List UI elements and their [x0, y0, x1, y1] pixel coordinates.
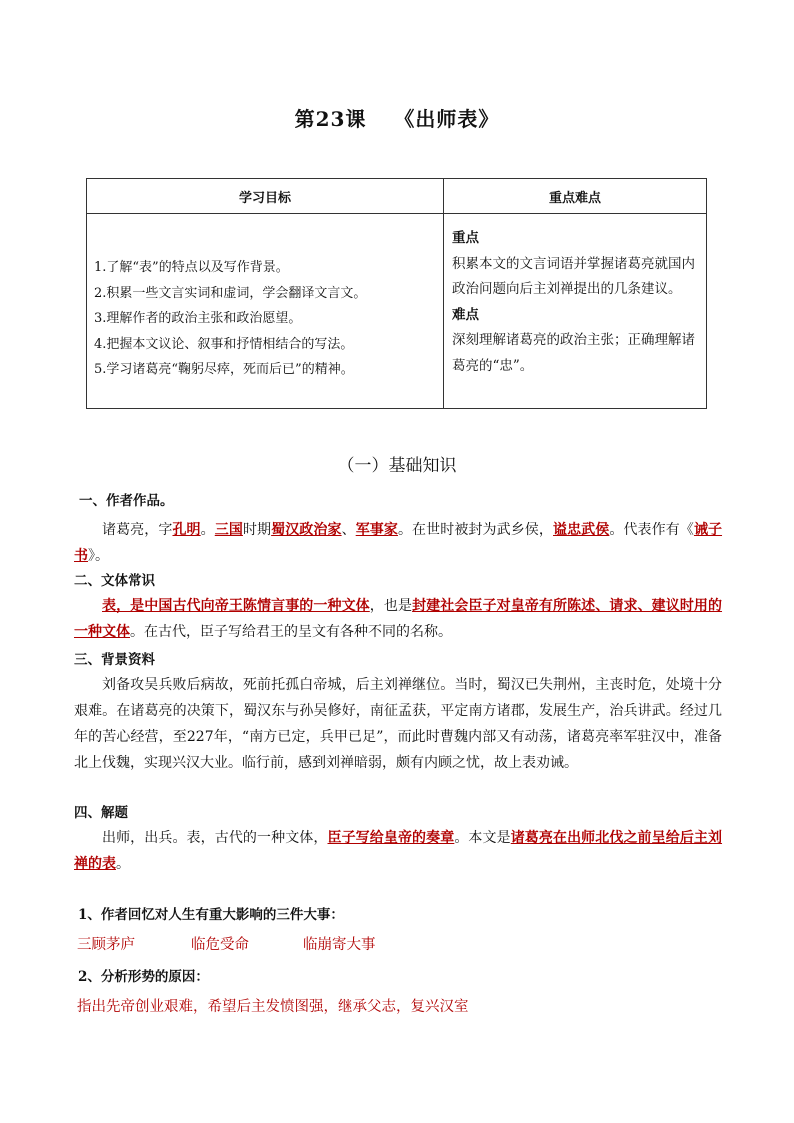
answer-1: 三顾茅庐	[77, 937, 135, 953]
header-key-points: 重点难点	[444, 179, 707, 214]
objective-item: 4.把握本文议论、叙事和抒情相结合的写法。	[94, 336, 354, 352]
question-2	[74, 965, 722, 1016]
era: 三国	[214, 522, 243, 538]
objective-item: 1.了解“表”的特点以及写作背景。	[94, 260, 289, 275]
question-1	[74, 903, 722, 954]
objectives-table	[86, 178, 707, 409]
section-author	[74, 489, 722, 569]
question-1-answers	[74, 933, 722, 954]
key-text: 积累本文的文言词语并掌握诸葛亮就国内政治问题向后主刘禅提出的几条建议。	[452, 255, 695, 297]
author-paragraph: 诸葛亮，字孔明。三国时期蜀汉政治家、军事家。在世时被封为武乡侯，谥忠武侯。代表作有《诫子书》。	[74, 522, 723, 564]
objectives-cell	[87, 214, 444, 409]
question-2-text: 2、分析形势的原因：	[78, 969, 209, 985]
genre-heading: 二、文体常识	[74, 573, 155, 589]
role-politician: 蜀汉政治家	[271, 522, 342, 538]
objective-item: 3.理解作者的政治主张和政治愿望。	[94, 311, 302, 326]
posthumous-title: 谥忠武侯	[553, 522, 610, 538]
background-heading: 三、背景资料	[74, 652, 155, 668]
objective-item: 2.积累一些文言实词和虚词，学会翻译文言文。	[94, 285, 367, 301]
objective-item: 5.学习诸葛亮“鞠躬尽瘁，死而后已”的精神。	[94, 362, 354, 377]
section-title: （一）基础知识	[337, 456, 457, 476]
section-background	[74, 648, 722, 776]
answer-3: 临崩寄大事	[303, 937, 376, 953]
lesson-number: 第23课	[294, 107, 367, 131]
genre-paragraph: 表，是中国古代向帝王陈情言事的一种文体，也是封建社会臣子对皇帝有所陈述、请求、建议时用的一种文体。在古代，臣子写给君王的呈文有各种不同的名称。	[74, 598, 723, 640]
memorial-definition: 臣子写给皇帝的奏章	[327, 830, 455, 846]
memorial-description: 诸葛亮在出师北伐之前呈给后主刘禅的表	[74, 830, 723, 872]
author-heading: 一、作者作品。	[79, 493, 174, 509]
difficult-text: 深刻理解诸葛亮的政治主张；正确理解诸葛亮的“忠”。	[452, 332, 695, 374]
role-strategist: 军事家	[355, 522, 398, 538]
objectives-list	[88, 215, 442, 383]
courtesy-name: 孔明	[172, 522, 201, 538]
key-points-cell	[444, 214, 707, 409]
answer-2: 临危受命	[191, 937, 249, 953]
header-objectives: 学习目标	[87, 179, 444, 214]
representative-work: 诫子书	[74, 522, 723, 564]
genre-definition: 表，是中国古代向帝王陈情言事的一种文体	[102, 598, 370, 614]
work-title: 《出师表》	[394, 107, 500, 131]
section-title-explanation	[74, 801, 722, 877]
question-2-answer: 指出先帝创业艰难，希望后主发愤图强，继承父志，复兴汉室	[77, 999, 469, 1015]
genre-usage: 封建社会臣子对皇帝有所陈述、请求、建议时用的一种文体	[74, 598, 723, 640]
explanation-heading: 四、解题	[74, 805, 128, 821]
explanation-paragraph: 出师，出兵。表，古代的一种文体，臣子写给皇帝的奏章。本文是诸葛亮在出师北伐之前呈给后主刘禅的表。	[74, 830, 723, 872]
section-genre	[74, 569, 722, 645]
difficult-label: 难点	[452, 306, 479, 323]
key-label: 重点	[452, 230, 479, 246]
question-1-text: 1、作者回忆对人生有重大影响的三件大事：	[78, 907, 344, 923]
page-title	[0, 103, 794, 132]
background-paragraph: 刘备攻吴兵败后病故，死前托孤白帝城，后主刘禅继位。当时，蜀汉已失荆州，主丧时危，处境十分艰难。在诸葛亮的决策下，蜀汉东与孙吴修好，南征孟获，平定南方诸郡，发展生产，治兵讲武。经过几年的苦心经营，至227年，“南方已定，兵甲已足”，而此时曹魏内部又有动荡，诸葛亮率军驻汉中，准备北上伐魏，实现兴汉大业。临行前，感到刘禅暗弱，颇有内顾之忧，故上表劝诫。	[74, 677, 722, 771]
